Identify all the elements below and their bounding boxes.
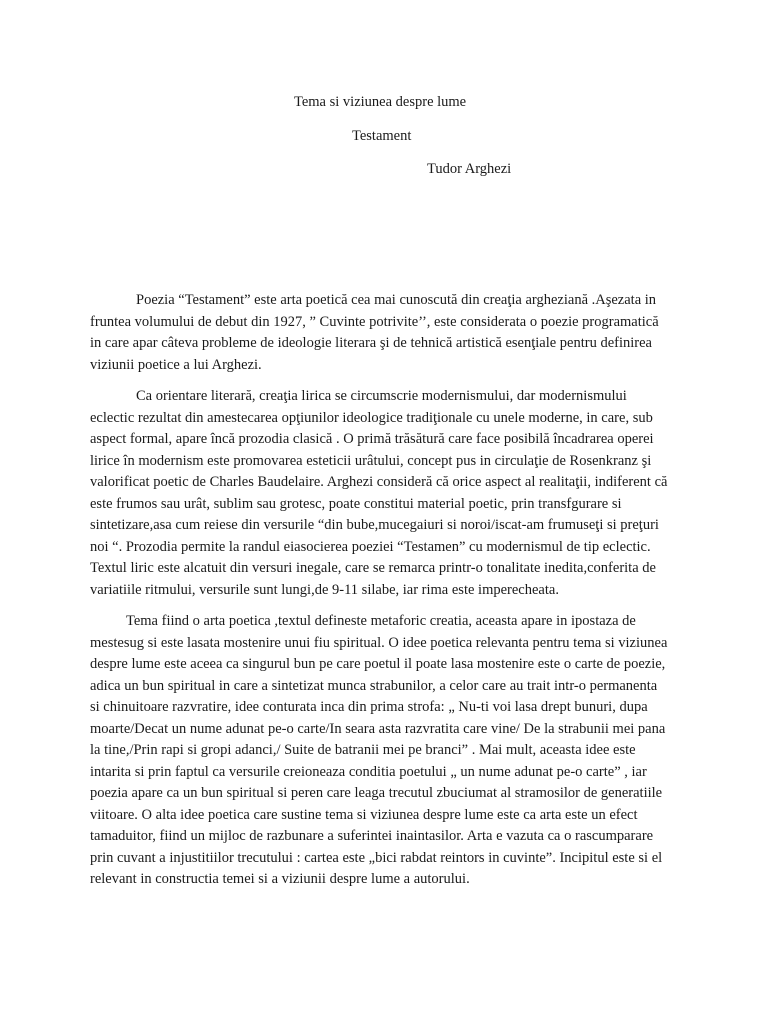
essay-body [90,290,670,901]
paragraph-literary-orientation: Ca orientare literară, creaţia lirica se circumscrie modernismului, dar modernismului eclectic rezultat din amestecarea opţiunilor ideologice tradiţionale cu unele moderne, in care, sub aspect formal, apare încă prozodia clasică . O primă trăsătură care face posibilă încadrarea operei lirice în modernism este promovarea esteticii urâtului, concept pus in circulaţie de Rosenkranz şi valorificat poetic de Charles Baudelaire. Arghezi consideră că orice aspect al realitaţii, indiferent că este frumos sau urât, sublim sau grotesc, poate constitui material poetic, prin transfgurare si sintetizare,asa cum reiese din versurile “din bube,mucegaiuri si noroi/iscat-am frumuseţi si preţuri noi “. Prozodia permite la randul eiasocierea poeziei “Testamen” cu modernismul de tip eclectic. Textul liric este alcatuit din versuri inegale, care se remarca printr-o tonalitate inedita,conferita de variatiile ritmului, versurile sunt lungi,de 9-11 silabe, iar rima este imperecheata. [90,388,668,598]
paragraph-intro: Poezia “Testament” este arta poetică cea mai cunoscută din creaţia argheziană .Aşezata in fruntea volumului de debut din 1927, ” Cuvinte potrivite’’, este considerata o poezie programatică in care apar câteva probleme de ideologie literara şi de tehnică artistică esenţiale pentru definirea viziunii poetice a lui Arghezi. [90,292,659,373]
poem-title: Testament [352,128,412,144]
document-title: Tema si viziunea despre lume [294,94,467,110]
paragraph-theme: Tema fiind o arta poetica ,textul defineste metaforic creatia, aceasta apare in ipostaza de mestesug si este lasata mostenire unui fiu spiritual. O idee poetica relevanta pentru tema si viziunea despre lume este aceea ca singurul bun pe care poetul il poate lasa mostenire este o carte de poezie, adica un bun spiritual in care a sintetizat munca strabunilor, a celor care au trait intr-o permanenta si chinuitoare razvratire, idee conturata inca din prima strofa: „ Nu-ti voi lasa drept bunuri, dupa moarte/Decat un nume adunat pe-o carte/In seara asta razvratita care vine/ De la strabunii mei pana la tine,/Prin rapi si gropi adanci,/ Suite de batranii mei pe branci” . Mai mult, aceasta idee este intarita si prin faptul ca versurile creioneaza conditia poetului „ un nume adunat pe-o carte” , iar poezia apare ca un bun spiritual si peren care leaga trecutul zbuciumat al stramosilor de generatiile viitoare. O alta idee poetica care sustine tema si viziunea despre lume este ca arta este un efect tamaduitor, fiind un mijloc de razbunare a suferintei inaintasilor. Arta e vazuta ca o rascumparare prin cuvant a injustitiilor trecutului : cartea este „bici rabdat reintors in cuvinte”. Incipitul este si el relevant in constructia temei si a viziunii despre lume a autorului. [90,613,668,887]
author-name: Tudor Arghezi [427,161,512,177]
